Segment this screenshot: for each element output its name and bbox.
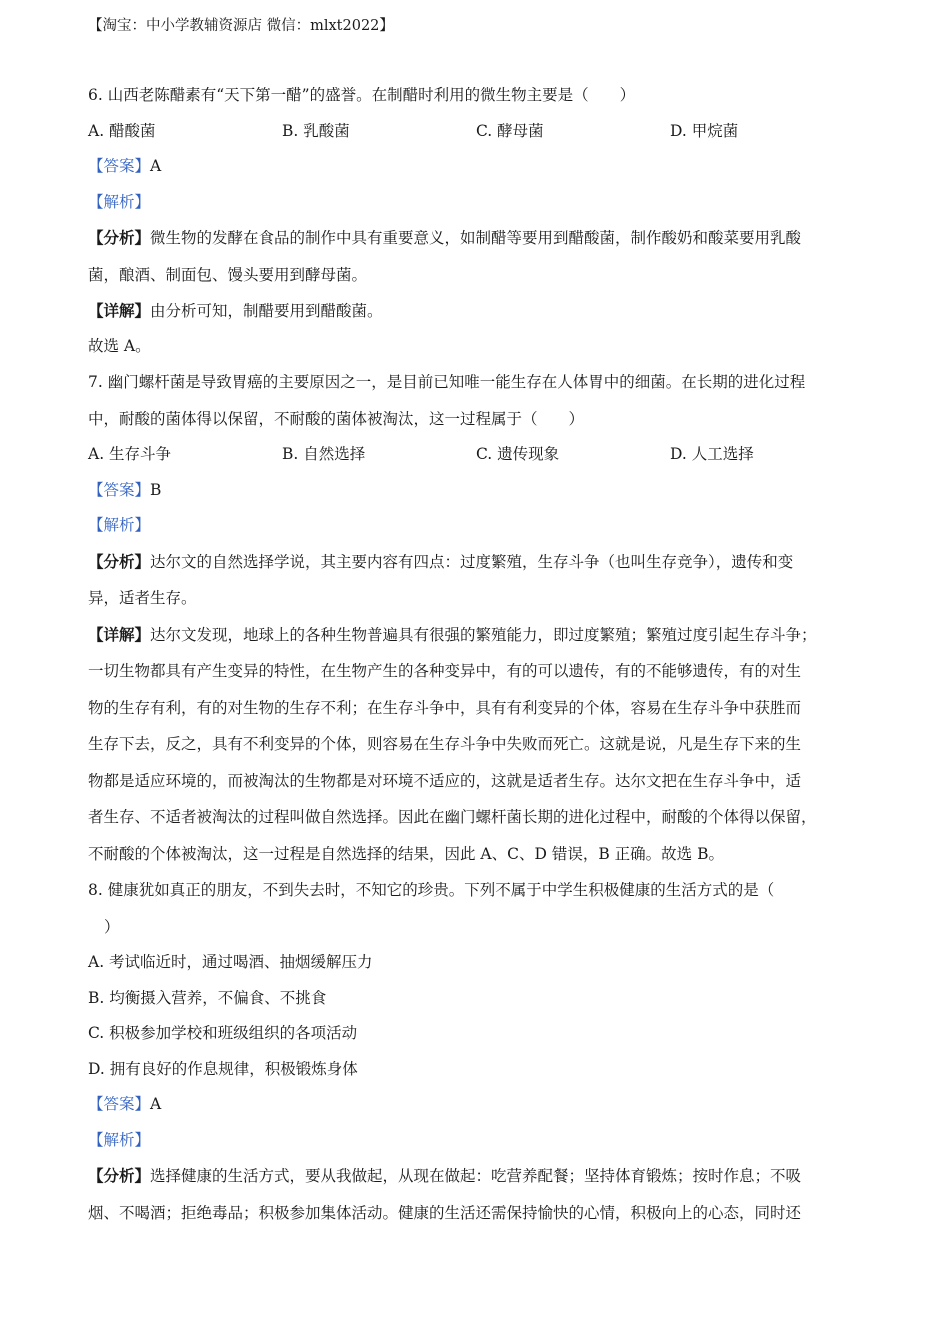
answer-value: A bbox=[150, 157, 162, 175]
fenxi-text: 微生物的发酵在食品的制作中具有重要意义，如制醋等要用到醋酸菌，制作酸奶和酸菜要用乳酸 bbox=[150, 229, 802, 247]
q7-xiangjie-line: 生存下去，反之，具有不利变异的个体，则容易在生存斗争中失败而死亡。这就是说，凡是生存下来的生 bbox=[88, 735, 802, 753]
q8-option-c: C. 积极参加学校和班级组织的各项活动 bbox=[88, 1024, 358, 1042]
q6-fenxi-line: 菌，酿酒、制面包、馒头要用到酵母菌。 bbox=[88, 265, 368, 284]
q6-conclusion: 故选 A。 bbox=[88, 336, 151, 355]
q7-option-a: A. 生存斗争 bbox=[88, 445, 172, 463]
fenxi-text: 达尔文的自然选择学说，其主要内容有四点：过度繁殖，生存斗争（也叫生存竞争），遗传和变 bbox=[150, 552, 794, 571]
q7-stem: 7. 幽门螺杆菌是导致胃癌的主要原因之一，是目前已知唯一能生存在人体胃中的细菌。在长期的进化过程 bbox=[88, 373, 806, 391]
answer-value: B bbox=[150, 480, 162, 499]
q8-option-b: B. 均衡摄入营养，不偏食、不挑食 bbox=[88, 988, 327, 1007]
answer-value: A bbox=[150, 1095, 162, 1113]
document-body bbox=[88, 78, 868, 1231]
fenxi-tag: 【分析】 bbox=[88, 1166, 151, 1185]
q7-option-d: D. 人工选择 bbox=[670, 445, 754, 463]
q7-xiangjie-line: 者生存、不适者被淘汰的过程叫做自然选择。因此在幽门螺杆菌长期的进化过程中，耐酸的个体得以保留， bbox=[88, 808, 817, 826]
q8-fenxi-line bbox=[88, 1158, 868, 1195]
fenxi-tag: 【分析】 bbox=[88, 228, 151, 247]
q7-xiangjie-line: 一切生物都具有产生变异的特性，在生物产生的各种变异中，有的可以遗传，有的不能够遗传，有的对生 bbox=[88, 662, 802, 680]
q6-option-a: A. 醋酸菌 bbox=[88, 121, 156, 140]
q7-xiangjie-line: 物的生存有利，有的对生物的生存不利；在生存斗争中，具有有利变异的个体，容易在生存斗争中获胜而 bbox=[88, 698, 802, 717]
fenxi-tag: 【分析】 bbox=[88, 551, 151, 571]
q6-option-d: D. 甲烷菌 bbox=[670, 121, 739, 140]
q6-stem: 6. 山西老陈醋素有“天下第一醋”的盛誉。在制醋时利用的微生物主要是（ ） bbox=[88, 86, 636, 104]
q6-options bbox=[88, 114, 868, 150]
q8-stem: ） bbox=[104, 917, 120, 936]
answer-tag: 【答案】 bbox=[88, 157, 151, 175]
q7-xiangjie-line: 不耐酸的个体被淘汰，这一过程是自然选择的结果，因此 A、C、D 错误，B 正确。故选 B。 bbox=[88, 844, 724, 863]
answer-tag: 【答案】 bbox=[88, 1095, 151, 1113]
q8-option-d: D. 拥有良好的作息规律，积极锻炼身体 bbox=[88, 1059, 358, 1078]
q6-analysis-tag: 【解析】 bbox=[88, 192, 151, 211]
xiangjie-text: 达尔文发现，地球上的各种生物普遍具有很强的繁殖能力，即过度繁殖；繁殖过度引起生存斗争； bbox=[150, 625, 817, 644]
q7-stem: 中，耐酸的菌体得以保留，不耐酸的菌体被淘汰，这一过程属于（ ） bbox=[88, 409, 585, 428]
fenxi-text: 选择健康的生活方式，要从我做起，从现在做起：吃营养配餐；坚持体育锻炼；按时作息；不吸 bbox=[150, 1167, 802, 1185]
q8-analysis-tag: 【解析】 bbox=[88, 1130, 151, 1149]
q6-answer bbox=[88, 149, 868, 185]
q8-stem: 8. 健康犹如真正的朋友，不到失去时，不知它的珍贵。下列不属于中学生积极健康的生活方式的是（ bbox=[88, 881, 775, 899]
q6-xiangjie-line bbox=[88, 293, 868, 329]
page-header: 【淘宝：中小学教辅资源店 微信：mlxt2022】 bbox=[88, 18, 394, 34]
xiangjie-text: 由分析可知，制醋要用到醋酸菌。 bbox=[150, 302, 383, 320]
q7-option-c: C. 遗传现象 bbox=[476, 445, 560, 463]
answer-tag: 【答案】 bbox=[88, 480, 151, 499]
q6-option-b: B. 乳酸菌 bbox=[282, 121, 350, 140]
q7-xiangjie-line: 物都是适应环境的，而被淘汰的生物都是对环境不适应的，这就是适者生存。达尔文把在生存斗争中，适 bbox=[88, 771, 802, 790]
xiangjie-tag: 【详解】 bbox=[88, 624, 151, 644]
q7-fenxi-line: 异，适者生存。 bbox=[88, 589, 197, 607]
q7-option-b: B. 自然选择 bbox=[282, 445, 366, 463]
xiangjie-tag: 【详解】 bbox=[88, 301, 151, 320]
q8-option-a: A. 考试临近时，通过喝酒、抽烟缓解压力 bbox=[88, 953, 373, 971]
q7-analysis-tag: 【解析】 bbox=[88, 516, 151, 534]
q8-answer bbox=[88, 1087, 868, 1123]
q8-fenxi-line: 烟、不喝酒；拒绝毒品；积极参加集体活动。健康的生活还需保持愉快的心情，积极向上的心态，同时还 bbox=[88, 1203, 802, 1222]
q7-answer bbox=[88, 473, 868, 509]
q7-options bbox=[88, 437, 868, 473]
q7-xiangjie-line bbox=[88, 617, 868, 654]
q7-fenxi-line bbox=[88, 544, 868, 581]
q6-fenxi-line bbox=[88, 220, 868, 257]
q6-option-c: C. 酵母菌 bbox=[476, 121, 544, 140]
